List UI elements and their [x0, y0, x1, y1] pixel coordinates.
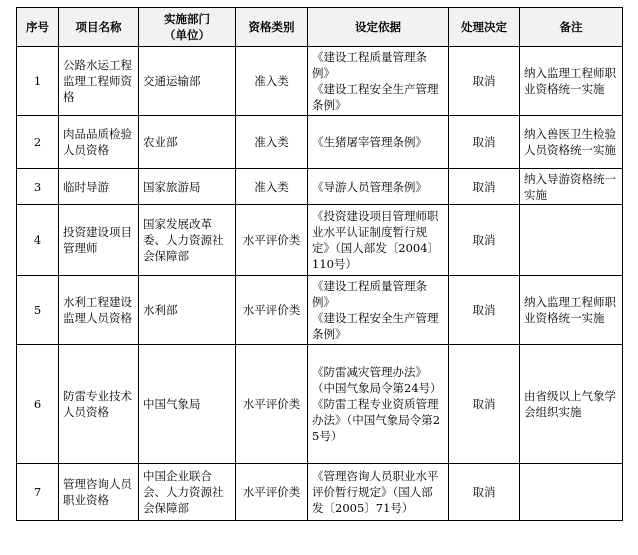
cell-seq: 5: [17, 276, 59, 345]
table-row: [17, 47, 623, 116]
cell-note: 纳入监理工程师职业资格统一实施: [520, 276, 623, 345]
cell-note: 由省级以上气象学会组织实施: [520, 345, 623, 464]
cell-decision: 取消: [449, 47, 520, 116]
cell-basis: 《防雷减灾管理办法》（中国气象局令第24号） 《防雷工程专业资质管理办法》（中国气象局令第25号）: [308, 345, 449, 464]
cell-name: 投资建设项目管理师: [59, 205, 139, 276]
header-decision: 处理决定: [449, 8, 520, 47]
cell-seq: 3: [17, 169, 59, 205]
cell-category: 准入类: [236, 169, 308, 205]
cell-seq: 1: [17, 47, 59, 116]
table-container: [16, 7, 623, 521]
cell-dept: 农业部: [139, 116, 236, 169]
cell-note: 纳入兽医卫生检验人员资格统一实施: [520, 116, 623, 169]
cell-dept: 国家旅游局: [139, 169, 236, 205]
cell-decision: 取消: [449, 464, 520, 521]
header-basis: 设定依据: [308, 8, 449, 47]
header-note: 备注: [520, 8, 623, 47]
cell-category: 水平评价类: [236, 345, 308, 464]
header-dept: 实施部门 （单位）: [139, 8, 236, 47]
cell-name: 管理咨询人员职业资格: [59, 464, 139, 521]
cell-decision: 取消: [449, 116, 520, 169]
table-row: [17, 464, 623, 521]
cell-name: 临时导游: [59, 169, 139, 205]
cell-decision: 取消: [449, 169, 520, 205]
table-row: [17, 205, 623, 276]
header-name: 项目名称: [59, 8, 139, 47]
cell-category: 水平评价类: [236, 464, 308, 521]
cell-dept: 国家发展改革委、人力资源社会保障部: [139, 205, 236, 276]
cell-dept: 中国气象局: [139, 345, 236, 464]
cell-seq: 4: [17, 205, 59, 276]
cell-name: 水利工程建设监理人员资格: [59, 276, 139, 345]
header-seq: 序号: [17, 8, 59, 47]
cell-dept: 水利部: [139, 276, 236, 345]
table-row: [17, 116, 623, 169]
cell-seq: 2: [17, 116, 59, 169]
cell-name: 公路水运工程监理工程师资格: [59, 47, 139, 116]
cell-category: 水平评价类: [236, 276, 308, 345]
cell-basis: 《生猪屠宰管理条例》: [308, 116, 449, 169]
table-row: [17, 345, 623, 464]
cell-basis: 《管理咨询人员职业水平评价暂行规定》（国人部发〔2005〕71号）: [308, 464, 449, 521]
cell-decision: 取消: [449, 205, 520, 276]
table-header-row: [17, 8, 623, 47]
cell-note: 纳入导游资格统一实施: [520, 169, 623, 205]
qualification-table: [16, 7, 623, 521]
cell-dept: 交通运输部: [139, 47, 236, 116]
cell-note: [520, 464, 623, 521]
cell-name: 肉品品质检验人员资格: [59, 116, 139, 169]
table-row: [17, 169, 623, 205]
cell-category: 准入类: [236, 47, 308, 116]
cell-name: 防雷专业技术人员资格: [59, 345, 139, 464]
cell-category: 水平评价类: [236, 205, 308, 276]
header-category: 资格类别: [236, 8, 308, 47]
cell-decision: 取消: [449, 276, 520, 345]
cell-note: [520, 205, 623, 276]
cell-note: 纳入监理工程师职业资格统一实施: [520, 47, 623, 116]
cell-seq: 7: [17, 464, 59, 521]
cell-basis: 《导游人员管理条例》: [308, 169, 449, 205]
cell-dept: 中国企业联合会、人力资源社会保障部: [139, 464, 236, 521]
cell-basis: 《投资建设项目管理师职业水平认证制度暂行规定》（国人部发〔2004〕110号）: [308, 205, 449, 276]
cell-decision: 取消: [449, 345, 520, 464]
table-row: [17, 276, 623, 345]
cell-basis: 《建设工程质量管理条例》 《建设工程安全生产管理条例》: [308, 47, 449, 116]
cell-basis: 《建设工程质量管理条例》 《建设工程安全生产管理条例》: [308, 276, 449, 345]
cell-category: 准入类: [236, 116, 308, 169]
cell-seq: 6: [17, 345, 59, 464]
